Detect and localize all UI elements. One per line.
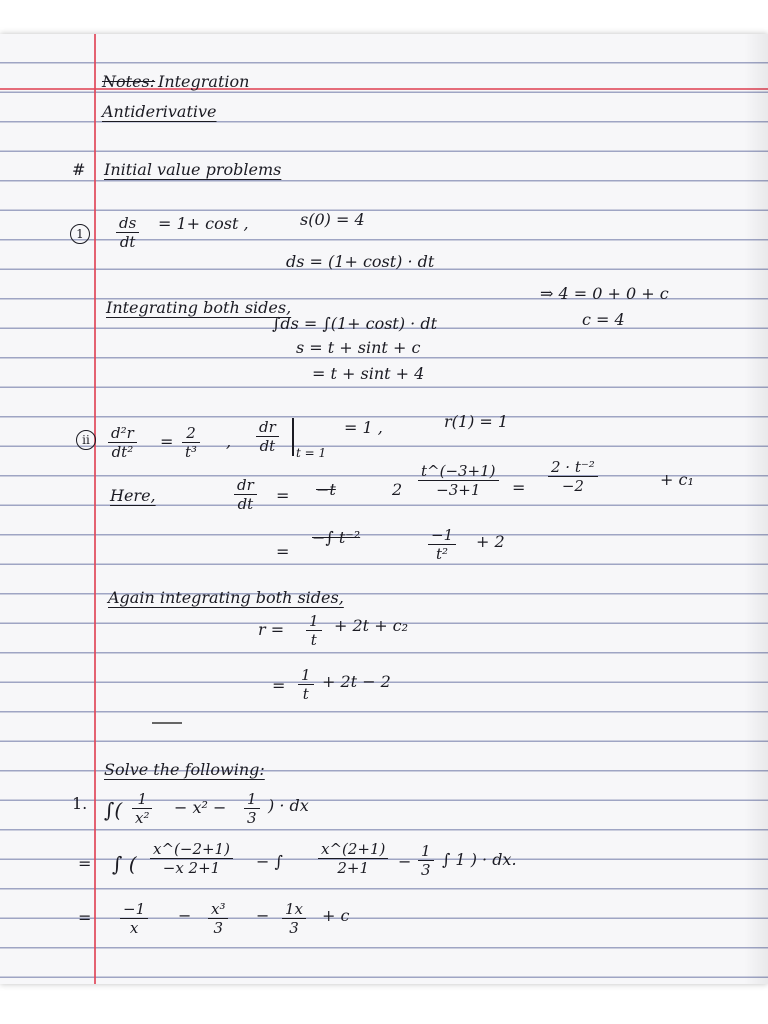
notebook-page: [0, 34, 768, 984]
q1-frac1: [132, 790, 152, 827]
q1-f2-num: 1: [244, 790, 260, 809]
page-shadow: [744, 34, 768, 984]
s1-minus2: −: [398, 852, 412, 871]
p2-l1-frac-den: −3+1: [436, 481, 481, 499]
p2-eq-rhs-num: 2: [182, 424, 200, 443]
s2-minus: −: [178, 906, 192, 925]
p2-l2-plus: + 2: [476, 532, 505, 551]
p2-l1-two: 2: [392, 480, 403, 499]
p1-step1: ds = (1+ cost) · dt: [286, 252, 435, 271]
p2-cond-den: dt: [259, 437, 276, 455]
section-heading: Initial value problems: [104, 160, 282, 179]
s1-f1-num: x^(−2+1): [150, 840, 233, 859]
s2-f3-den: 3: [289, 919, 299, 937]
s1-f2-num: x^(2+1): [318, 840, 388, 859]
p2-l1-eq2: =: [512, 478, 526, 497]
p2-eq-den: dt²: [111, 443, 134, 461]
p2-cond-sub: t = 1: [296, 446, 327, 460]
s1-open: ∫ (: [112, 852, 137, 876]
p2-l1-eq: =: [276, 486, 290, 505]
p2-r-den: t: [310, 631, 317, 649]
p2-l1-r-den: −2: [561, 477, 584, 495]
q1-f1-den: x²: [135, 809, 150, 827]
p2-eq-rhs-den: t³: [185, 443, 198, 461]
s2-eq: =: [78, 908, 92, 927]
s1-minus: − ∫: [256, 852, 283, 871]
p2-r-num: 1: [306, 612, 322, 631]
problem-1-marker: 1: [70, 224, 90, 244]
p1-side1: ⇒ 4 = 0 + 0 + c: [540, 284, 669, 303]
p2-r2-eq: =: [272, 676, 286, 695]
hash-symbol: #: [72, 160, 86, 179]
s1-f2-den: 2+1: [337, 859, 370, 877]
p2-r2-rest: + 2t − 2: [322, 672, 391, 691]
p2-second-derivative: [108, 424, 137, 461]
p2-l2-struck: −∫ t⁻²: [312, 528, 361, 547]
s2-f2-num: x³: [208, 900, 228, 919]
p2-l1-r-num: 2 · t⁻²: [548, 458, 598, 477]
q1-f1-num: 1: [132, 790, 152, 809]
p2-l1-frac: [418, 462, 499, 499]
q1-integral: ∫(: [104, 798, 123, 822]
s1-frac1: [150, 840, 233, 877]
p1-step4: = t + sint + 4: [312, 364, 425, 383]
q1-end: ) · dx: [268, 796, 309, 815]
p1-condition: s(0) = 4: [300, 210, 365, 229]
p1-side2: c = 4: [582, 310, 625, 329]
s1-tail: ∫ 1 ) · dx.: [442, 850, 517, 869]
p2-l2-num: −1: [428, 526, 456, 545]
problem-2-marker: ii: [76, 430, 96, 450]
p2-l2-frac: [428, 526, 456, 563]
s2-tail: + c: [322, 906, 350, 925]
p2-r2-den: t: [302, 685, 309, 703]
s1-f3-den: 3: [421, 861, 431, 879]
p2-r2-frac: [298, 666, 314, 703]
p1-frac-den: dt: [119, 233, 136, 251]
q1-f2-den: 3: [247, 809, 257, 827]
p2-comma: ,: [226, 432, 232, 451]
p2-r-lhs: r =: [258, 620, 285, 639]
margin-line: [94, 34, 96, 984]
s1-eq: =: [78, 854, 92, 873]
p2-r-frac: [306, 612, 322, 649]
s2-frac2: [208, 900, 228, 937]
solve-heading: Solve the following:: [104, 760, 265, 779]
p2-eval-bar: [292, 418, 294, 456]
p2-eq-num: d²r: [108, 424, 137, 443]
p2-l1-result: [548, 458, 598, 495]
p2-cond-derivative: [256, 418, 279, 455]
s1-frac2: [318, 840, 388, 877]
q1-number: 1.: [72, 794, 88, 813]
s2-f3-num: 1x: [282, 900, 306, 919]
p2-cond-val: = 1 ,: [344, 418, 383, 437]
p2-l1-num: dr: [234, 476, 257, 495]
p2-eq-rhs: [182, 424, 200, 461]
s2-f1-den: x: [129, 919, 139, 937]
p2-l1-frac-num: t^(−3+1): [418, 462, 499, 481]
p2-r2-num: 1: [298, 666, 314, 685]
p1-integrating: Integrating both sides,: [106, 298, 292, 317]
s1-frac3: [418, 842, 434, 879]
s2-minus2: −: [256, 906, 270, 925]
s2-frac1: [120, 900, 148, 937]
p2-here: Here,: [110, 486, 156, 505]
p2-l1-den: dt: [237, 495, 254, 513]
p2-l1-lhs: [234, 476, 257, 513]
title-struck: Notes:: [102, 72, 156, 91]
p2-eq-sign: =: [160, 432, 174, 451]
page-title: Integration: [158, 72, 250, 91]
p1-derivative: [116, 214, 139, 251]
s2-f1-num: −1: [120, 900, 148, 919]
page-subtitle: Antiderivative: [102, 102, 217, 121]
p1-step3: s = t + sint + c: [296, 338, 421, 357]
p2-l2-den: t²: [436, 545, 449, 563]
p1-frac-num: ds: [116, 214, 139, 233]
stray-dash: [152, 722, 182, 724]
p2-cond2: r(1) = 1: [444, 412, 509, 431]
s2-f2-den: 3: [213, 919, 224, 937]
p2-l1-struck: −t: [316, 480, 336, 499]
s1-f3-num: 1: [418, 842, 434, 861]
p2-cond-num: dr: [256, 418, 279, 437]
p1-rhs: = 1+ cost ,: [158, 214, 249, 233]
p2-r-rest: + 2t + c₂: [334, 616, 409, 635]
p2-l1-c: + c₁: [660, 470, 694, 489]
p2-again: Again integrating both sides,: [108, 588, 344, 607]
s2-frac3: [282, 900, 306, 937]
q1-frac2: [244, 790, 260, 827]
p2-l2-eq: =: [276, 542, 290, 561]
p1-step2: ∫ds = ∫(1+ cost) · dt: [272, 314, 438, 333]
s1-f1-den: −x 2+1: [162, 859, 221, 877]
q1-mid: − x² −: [174, 798, 227, 817]
